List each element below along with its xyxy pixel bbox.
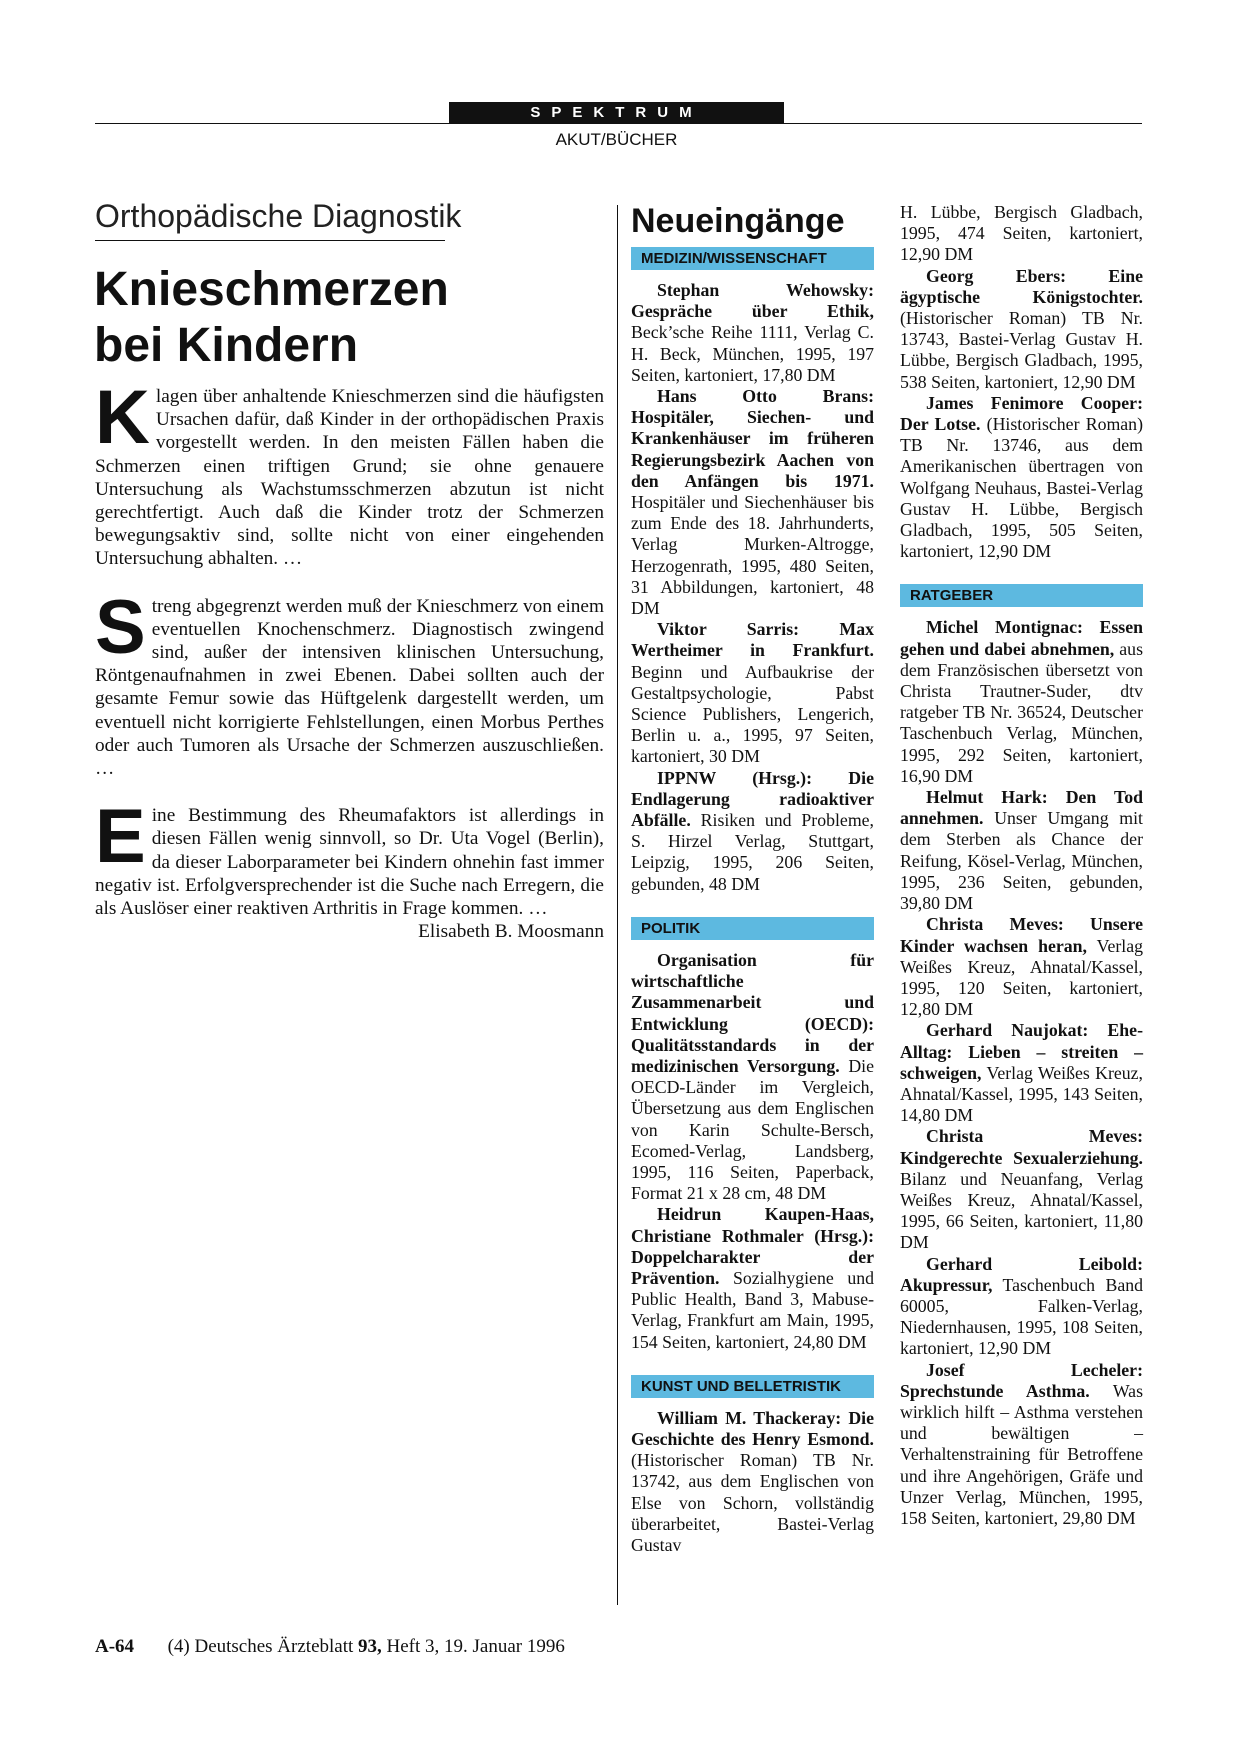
section-label: SPEKTRUM xyxy=(449,102,784,124)
drop-cap: S xyxy=(95,584,146,670)
book-entry: Josef Lecheler: Sprechstunde Asthma. Was wirklich hilft – Asthma verstehen und bewältigen – Verhaltenstraining für Betroffene und ihre Angehörigen, Gräfe und Unzer Verlag, München, 1995, 158 Seiten, kartoniert, 29,80 DM xyxy=(900,1359,1143,1528)
article-kicker: Orthopädische Diagnostik xyxy=(95,198,462,234)
paragraph-2: Streng abgegrenzt werden muß der Knieschmerz von einem eventuellen Knochenschmerz. Diagnostisch zwingend sind, außer der intensiven klinischen Untersuchung, Röntgenaufnahmen in zwei Ebenen. Dabei sollten auch der gesamte Femur sowie das Hüftgelenk dargestellt werden, um eventuell nicht korrigierte Fehlstellungen, einen Morbus Perthes oder auch Tumoren als Ursache der Schmerzen auszuschließen. … xyxy=(95,584,604,780)
article-title xyxy=(94,262,534,374)
books-column-2 xyxy=(900,202,1143,1529)
book-entry: Heidrun Kaupen-Haas, Christiane Rothmaler (Hrsg.): Doppelcharakter der Prävention. Sozialhygiene und Public Health, Band 3, Mabuse-Verlag, Frankfurt am Main, 1995, 154 Seiten, kartoniert, 24,80 DM xyxy=(631,1204,874,1352)
book-entry: Christa Meves: Unsere Kinder wachsen heran, Verlag Weißes Kreuz, Ahnatal/Kassel, 1995, 120 Seiten, kartoniert, 12,80 DM xyxy=(900,914,1143,1020)
article-author: Elisabeth B. Moosmann xyxy=(418,921,604,943)
category-medizin: MEDIZIN/WISSENSCHAFT xyxy=(631,247,874,270)
paragraph-1: Klagen über anhaltende Knieschmerzen sind die häufigsten Ursachen dafür, daß Kinder in der orthopädischen Praxis vorgestellt werden. In den meisten Fällen haben die Schmerzen einen triftigen Grund; sie ohne genauere Untersuchung als Wachstumsschmerzen abzutun ist nicht gerechtfertigt. Auch daß die Kinder trotz der Schmerzen bewegungsaktiv sind, sollte nicht von einer eingehenden Untersuchung abhalten. … xyxy=(95,375,604,570)
title-line-1: Knieschmerzen xyxy=(94,263,449,316)
book-entry: IPPNW (Hrsg.): Die Endlagerung radioaktiver Abfälle. Risiken und Probleme, S. Hirzel Verlag, Stuttgart, Leipzig, 1995, 206 Seiten, gebunden, 48 DM xyxy=(631,767,874,894)
book-entry: Michel Montignac: Essen gehen und dabei abnehmen, aus dem Französischen übersetzt von Christa Trautner-Suder, dtv ratgeber TB Nr. 36524, Deutscher Taschenbuch Verlag, München, 1995, 292 Seiten, kartoniert, 16,90 DM xyxy=(900,617,1143,786)
category-ratgeber: RATGEBER xyxy=(900,584,1143,607)
book-entry: Gerhard Naujokat: Ehe-Alltag: Lieben – streiten – schweigen, Verlag Weißes Kreuz, Ahnatal/Kassel, 1995, 143 Seiten, 14,80 DM xyxy=(900,1020,1143,1126)
subsection-label: AKUT/BÜCHER xyxy=(555,130,678,149)
book-entry: Helmut Hark: Den Tod annehmen. Unser Umgang mit dem Sterben als Chance der Reifung, Kösel-Verlag, München, 1995, 236 Seiten, gebunden, 39,80 DM xyxy=(900,787,1143,914)
book-entry: Viktor Sarris: Max Wertheimer in Frankfurt. Beginn und Aufbaukrise der Gestaltpsychologie, Pabst Science Publishers, Lengerich, Berlin u. a., 1995, 97 Seiten, kartoniert, 30 DM xyxy=(631,619,874,767)
footer-source: (4) Deutsches Ärzteblatt xyxy=(167,1636,354,1657)
drop-cap: K xyxy=(95,375,150,460)
books-column-1 xyxy=(631,202,874,1556)
kicker-underline xyxy=(95,240,445,241)
category-politik: POLITIK xyxy=(631,917,874,940)
book-entry: Organisation für wirtschaftliche Zusammenarbeit und Entwicklung (OECD): Qualitätsstandards in der medizinischen Versorgung. Die OECD-Länder im Vergleich, Übersetzung aus dem Englischen von Karin Schulte-Bersch, Ecomed-Verlag, Landsberg, 1995, 116 Seiten, Paperback, Format 21 x 28 cm, 48 DM xyxy=(631,949,874,1204)
book-entry: Gerhard Leibold: Akupressur, Taschenbuch Band 60005, Falken-Verlag, Niedernhausen, 1995, 108 Seiten, kartoniert, 12,90 DM xyxy=(900,1253,1143,1359)
drop-cap: E xyxy=(95,794,146,880)
book-entry: Stephan Wehowsky: Gespräche über Ethik, Beck’sche Reihe 1111, Verlag C. H. Beck, München, 1995, 197 Seiten, kartoniert, 17,80 DM xyxy=(631,280,874,385)
article-body xyxy=(95,375,604,943)
category-kunst: KUNST UND BELLETRISTIK xyxy=(631,1375,874,1398)
title-line-2: bei Kindern xyxy=(94,319,359,372)
column-divider xyxy=(617,205,618,1605)
paragraph-3: Eine Bestimmung des Rheumafaktors ist allerdings in diesen Fällen wenig sinnvoll, so Dr. Uta Vogel (Berlin), da dieser Laborparameter bei Kindern ohnehin fast immer negativ ist. Erfolgversprechender ist die Suche nach Erregern, die als Auslöser einer reaktiven Arthritis in Frage kommen. … Elisabeth B. Moosmann xyxy=(95,794,604,943)
books-heading: Neueingänge xyxy=(631,202,845,240)
book-entry: William M. Thackeray: Die Geschichte des Henry Esmond. (Historischer Roman) TB Nr. 13742, aus dem Englischen von Else von Schorn, vollständig überarbeitet, Bastei-Verlag Gustav xyxy=(631,1407,874,1555)
footer-volume: 93, xyxy=(358,1636,382,1657)
page-footer xyxy=(95,1636,565,1658)
page-number: A-64 xyxy=(95,1636,135,1657)
footer-issue: Heft 3, 19. Januar 1996 xyxy=(386,1636,565,1657)
book-entry: Christa Meves: Kindgerechte Sexualerziehung. Bilanz und Neuanfang, Verlag Weißes Kreuz, Ahnatal/Kassel, 1995, 66 Seiten, kartoniert, 11,80 DM xyxy=(900,1126,1143,1253)
book-entry: Hans Otto Brans: Hospitäler, Siechen- und Krankenhäuser im früheren Regierungsbezirk Aachen von den Anfängen bis 1971. Hospitäler und Siechenhäuser bis zum Ende des 18. Jahrhunderts, Verlag Murken-Altrogge, Herzogenrath, 1995, 480 Seiten, 31 Abbildungen, kartoniert, 48 DM xyxy=(631,386,874,619)
book-entry: Georg Ebers: Eine ägyptische Königstochter. (Historischer Roman) TB Nr. 13743, Bastei-Verlag Gustav H. Lübbe, Bergisch Gladbach, 1995, 538 Seiten, kartoniert, 12,90 DM xyxy=(900,265,1143,392)
book-entry: James Fenimore Cooper: Der Lotse. (Historischer Roman) TB Nr. 13746, aus dem Amerikanischen übertragen von Wolfgang Neuhaus, Bastei-Verlag Gustav H. Lübbe, Bergisch Gladbach, 1995, 505 Seiten, kartoniert, 12,90 DM xyxy=(900,392,1143,562)
book-entry-continued: H. Lübbe, Bergisch Gladbach, 1995, 474 Seiten, kartoniert, 12,90 DM xyxy=(900,202,1143,265)
